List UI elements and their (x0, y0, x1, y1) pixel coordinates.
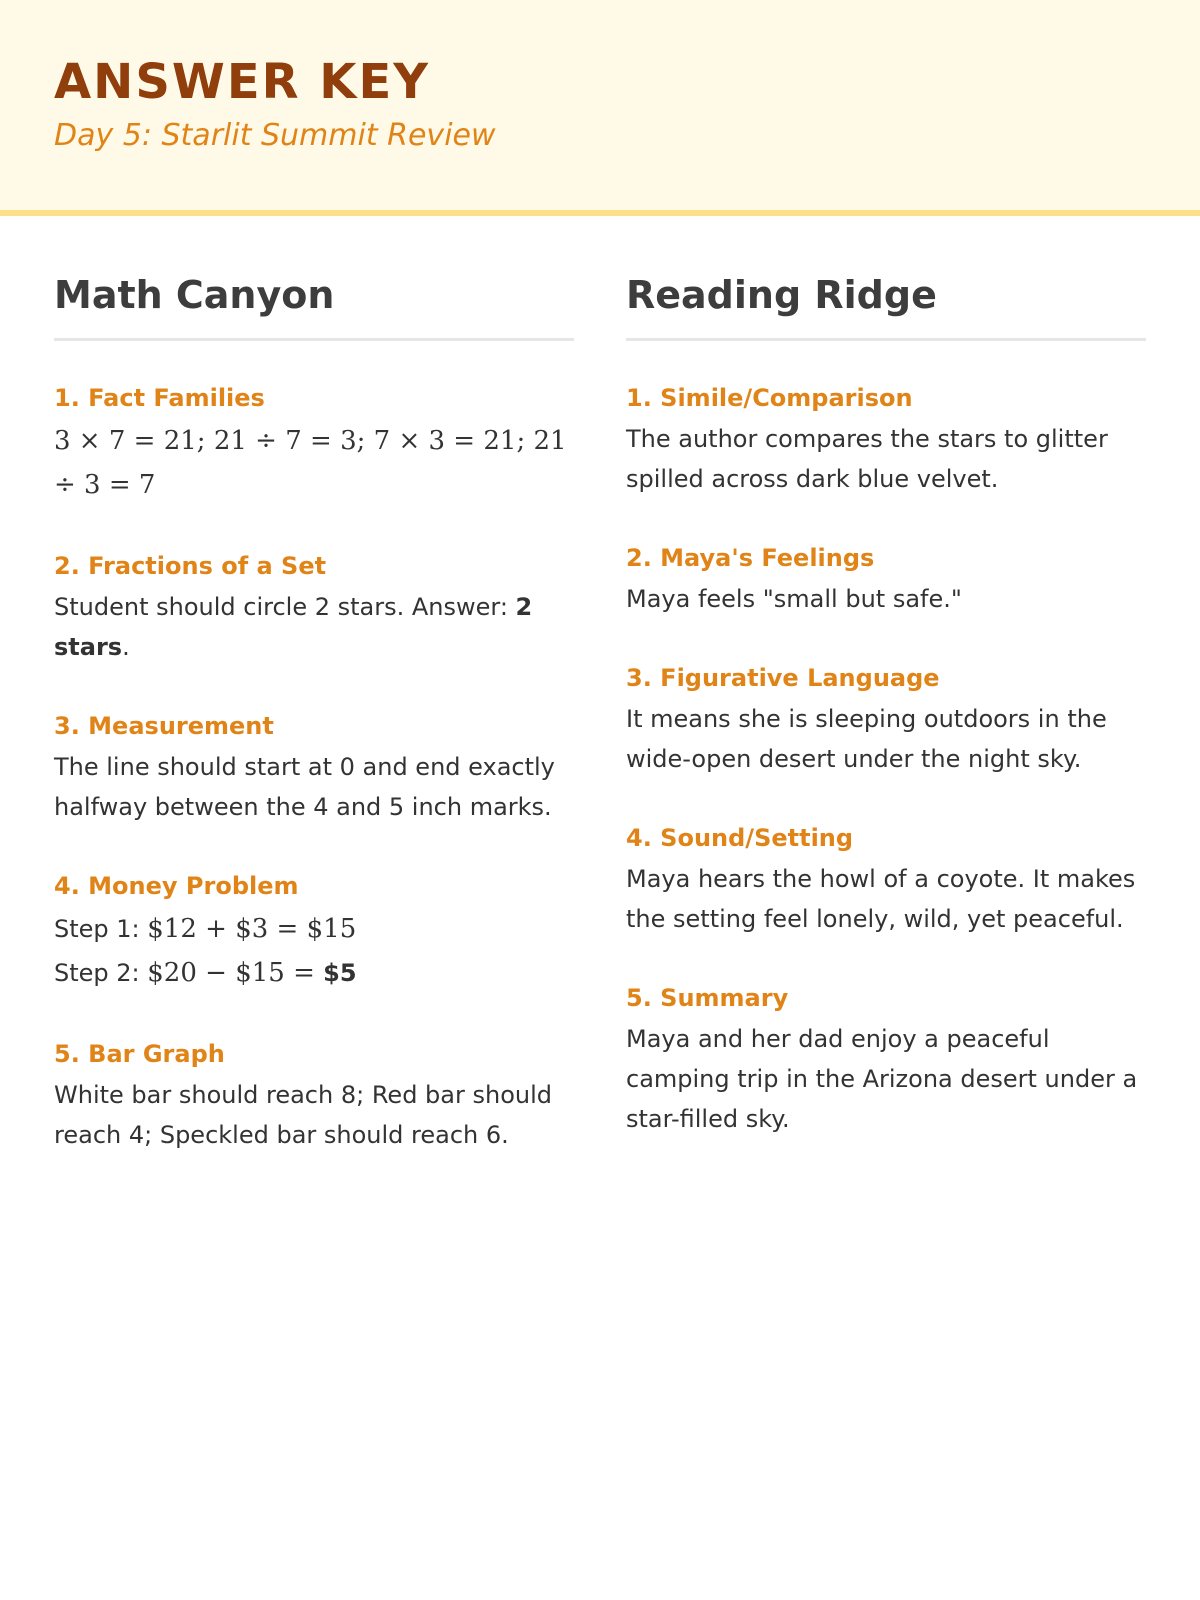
math-heading: Math Canyon (54, 270, 574, 341)
question-title: 2. Maya's Feelings (626, 544, 875, 572)
fractions-answer (54, 587, 574, 667)
question-title: 5. Summary (626, 984, 789, 1012)
math-question-2 (54, 549, 574, 667)
page-title: ANSWER KEY (54, 54, 431, 110)
math-question-5 (54, 1037, 574, 1155)
answer-columns (0, 216, 1200, 1155)
question-title: 3. Measurement (54, 712, 274, 740)
bar-graph-answer: White bar should reach 8; Red bar should reach 4; Speckled bar should reach 6. (54, 1081, 552, 1149)
reading-heading: Reading Ridge (626, 270, 1146, 341)
math-question-3 (54, 709, 574, 827)
question-title: 3. Figurative Language (626, 664, 940, 692)
step-answer: $5 (323, 959, 357, 987)
reading-question-1 (626, 381, 1146, 499)
feelings-answer: Maya feels "small but safe." (626, 585, 962, 613)
answer-end: . (122, 633, 130, 661)
step-expression: $20 − $15 = (147, 958, 324, 988)
question-title: 4. Sound/Setting (626, 824, 854, 852)
answer-text: Student should circle 2 stars. Answer: (54, 593, 516, 621)
figurative-answer: It means she is sleeping outdoors in the wide-open desert under the night sky. (626, 705, 1107, 773)
question-title: 1. Simile/Comparison (626, 384, 913, 412)
summary-answer: Maya and her dad enjoy a peaceful camping trip in the Arizona desert under a star-filled sky. (626, 1025, 1138, 1133)
header-banner (0, 0, 1200, 216)
reading-question-4 (626, 821, 1146, 939)
reading-question-3 (626, 661, 1146, 779)
answer-value: 2 stars (54, 593, 533, 661)
money-step-1 (54, 907, 574, 951)
question-title: 2. Fractions of a Set (54, 552, 327, 580)
money-step-2 (54, 951, 574, 995)
step-label: Step 1: (54, 915, 148, 943)
measurement-answer: The line should start at 0 and end exactly halfway between the 4 and 5 inch marks. (54, 753, 555, 821)
page-subtitle: Day 5: Starlit Summit Review (54, 118, 496, 153)
setting-answer: Maya hears the howl of a coyote. It makes the setting feel lonely, wild, yet peaceful. (626, 865, 1136, 933)
math-column (54, 270, 574, 1155)
math-question-1 (54, 381, 574, 507)
reading-question-5 (626, 981, 1146, 1139)
fact-families-answer: 3 × 7 = 21; 21 ÷ 7 = 3; 7 × 3 = 21; 21 ÷ 3 = 7 (54, 426, 567, 500)
reading-column (626, 270, 1146, 1155)
simile-answer: The author compares the stars to glitter spilled across dark blue velvet. (626, 425, 1108, 493)
question-title: 1. Fact Families (54, 384, 265, 412)
step-expression: $12 + $3 = $15 (147, 914, 357, 944)
question-title: 4. Money Problem (54, 872, 299, 900)
reading-question-2 (626, 541, 1146, 619)
question-title: 5. Bar Graph (54, 1040, 225, 1068)
step-label: Step 2: (54, 959, 148, 987)
math-question-4 (54, 869, 574, 995)
